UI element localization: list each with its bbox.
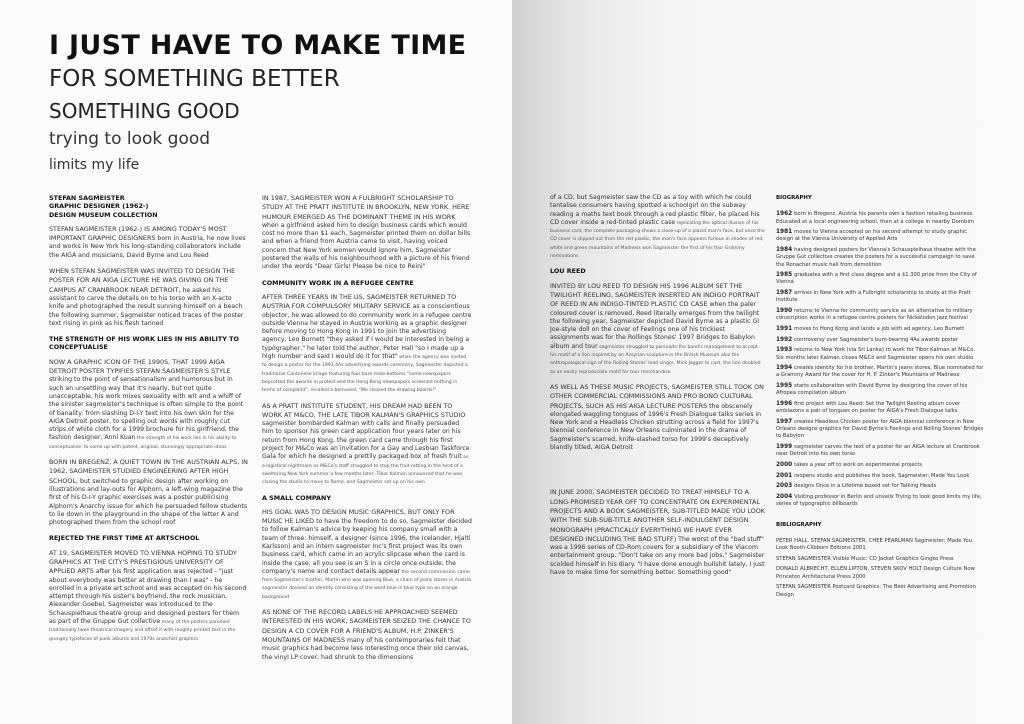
- biography-text: having designed posters for Vienna's Schauspielhaus theatre with the Gruppe Gut collective creates the posters for a successful campaign to save the Ronacher music hall from demolition: [776, 247, 976, 268]
- biography-entry: [776, 483, 984, 490]
- bibliography-list: [776, 538, 984, 599]
- bibliography-entry: STEFAN SAGMEISTER Visible Music: CD Jacket Graphics Gingko Press: [776, 555, 954, 562]
- section-heading: COMMUNITY WORK IN A REFUGEE CENTRE: [262, 278, 414, 287]
- biography-text: first project with Lou Reed: Set the Twilight Reeling album cover emblazons a pair of tongues on poster for AIGA's Fresh Dialogue talks: [776, 401, 961, 415]
- biography-text: Visiting professor in Berlin and unveils Trying to look good limits my life, series of typographic billboards: [776, 494, 982, 508]
- biography-entry: [776, 473, 984, 480]
- biography-year: 1987: [776, 290, 793, 297]
- biography-heading: BIOGRAPHY: [776, 195, 812, 201]
- biography-entry: [776, 211, 984, 225]
- biography-text: graduates with a first class degree and a $1,300 prize from the City of Vienna: [776, 272, 977, 286]
- paragraph: AFTER THREE YEARS IN THE US, SAGMEISTER RETURNED TO AUSTRIA FOR COMPULSORY MILITARY SERVICE as a conscientious objector, he was allowed to do community work in a refugee centre outside Vienna he stayed in Austria working as a graphic designer before moving to Hong Kong in 1991 to join the advertising agency, Leo Burnett "they asked if I would be interested in being a typographer," he later told the author, Peter Hall "so I made up a high number and said I would do it for that" when the agency was invited to design a poster for the 1993 4As advertising awards ceremony, Sagmeister depicted a traditional Cantonese image featuring four bare male bottoms "some newspapers boycotted the awards in protest and the Hong Kong newspapers screened nothing in terms of complaint", recalled a bemused, "We cleared the drawing boards!": [262, 292, 472, 394]
- biography-year: 1993: [776, 347, 793, 354]
- biography-text: creates Headless Chicken poster for AIGA biennial conference in New Orleans designs graphics for David Byrne's Feelings and Rolling Stones' Bridges to Babylon: [776, 418, 984, 440]
- biography-entry: [776, 247, 984, 269]
- paragraph: STEFAN SAGMEISTER (1962-) IS AMONG TODAY'S MOST IMPORTANT GRAPHIC DESIGNERS born in Austria, he now lives and works in New York his long-standing collaborators include the AIGA and musicians, David Byrne and Lou Reed: [49, 224, 246, 259]
- biography-entry: [776, 419, 984, 441]
- biography-year: 2000: [776, 461, 793, 468]
- text-column-1: [49, 194, 248, 650]
- biography-year: 1991: [776, 325, 793, 332]
- biography-text: sagmeister carves the text of a poster for an AIGA lecture at Cranbrook near Detroit into his own torso: [776, 444, 980, 458]
- biography-entry: [776, 494, 984, 508]
- biography-text: moves to Hong Kong and lands a job with ad agency, Leo Burnett: [794, 325, 965, 332]
- biography-year: 1981: [776, 229, 793, 236]
- paragraph: WHEN STEFAN SAGMEISTER WAS INVITED TO DESIGN THE POSTER FOR AN AIGA LECTURE HE WAS GIVING ON THE CAMPUS AT CRANBROOK NEAR DETROIT, he asked his assistant to carve the details on to his torso with an X-acto knife and photographed the result sunning himself on a beach the following summer, Sagmeister noticed traces of the poster text rising in pink as his flesh tanned: [49, 267, 244, 327]
- biography-text: designs Once in a Lifetime boxed set for Talking Heads: [794, 483, 937, 490]
- headline-4: trying to look good: [49, 129, 211, 149]
- paragraph: IN JUNE 2000, SAGMEISTER DECIDED TO TREAT HIMSELF TO A LONG-PROMISED YEAR OFF TO CONCENTRATE ON EXPERIMENTAL PROJECTS AND A BOOK SAGMEISTER, SUB-TITLED MADE YOU LOOK WITH THE SUB-SUB-TITLE ANOTHER SELF-INDULGENT DESIGN MONOGRAPH (PRACTICALLY EVERYTHING WE HAVE EVER DESIGNED INCLUDING THE BAD STUFF) The worst of the "bad stuff" was a 1996 series of CD-Rom covers for a subsidiary of the Viacom entertainment group. "Don't take on any more bad jobs," Sagmeister scolded himself in his diary. "I have done enough bullshit lately, I just have to make time for something better. Something good": [550, 488, 765, 576]
- section-heading: REJECTED THE FIRST TIME AT ARTSCHOOL: [49, 534, 200, 543]
- section-heading: A SMALL COMPANY: [262, 493, 331, 502]
- biography-year: 1996: [776, 401, 793, 408]
- paragraph: NOW A GRAPHIC ICON OF THE 1990S, THAT 1999 AIGA DETROIT POSTER TYPIFIES STEFAN SAGMEISTER'S STYLE striking to the point of sensationalism and humorous but in such an unsettling way that it's nearly, but not quite unacceptable, his work mixes sexuality with wit and a whiff of the sinister sagmeister's technique is often simple to the point of banality: from slashing D-I-Y text into his own skin for the AIGA Detroit poster, to spelling out words with roughly cut strips of white cloth for a 1999 brochure for his girlfriend, the fashion designer, Anni Kuan the strength of his work lies in his ability to conceptualise: to come up with potent, original, stunningly appropriate ideas: [49, 357, 244, 450]
- bibliography-heading: BIBLIOGRAPHY: [776, 521, 822, 528]
- bibliography-entry: DONALD ALBRECHT, ELLEN LIPTON, STEVEN SKOV HOLT Design Culture Now Princeton Architectural Press 2000: [776, 566, 975, 580]
- biography-entry: [776, 365, 984, 379]
- biography-text: reopens studio and publishes the book, Sagmeister: Made You Look: [794, 472, 970, 479]
- biography-year: 1995: [776, 383, 793, 390]
- paragraph: IN 1987, SAGMEISTER WON A FULBRIGHT SCHOLARSHIP TO STUDY AT THE PRATT INSTITUTE IN BROOKLYN, NEW YORK. HERE HUMOUR EMERGED AS THE DOMINANT THEME IN HIS WORK when a girlfriend asked him to design business cards which would cost no more than $1 each, Sagmeister printed them on dollar bills and when a friend from Austria came to visit, having voiced concern that New York women would ignore him, Sagmeister postered the walls of his neighbourhood with a picture of his friend under the words "Dear Girls! Please be nice to Reini": [262, 194, 471, 271]
- biography-year: 1994: [776, 365, 793, 372]
- section-heading: LOU REED: [550, 267, 586, 276]
- biography-year: 1962: [776, 211, 793, 218]
- bibliography-entry: STEFAN SAGMEISTER Postcard Graphics: The Best Advertising and Promotion Design: [776, 584, 976, 598]
- biography-entry: [776, 337, 984, 344]
- biography-entry: [776, 229, 984, 243]
- headline-2: FOR SOMETHING BETTER: [49, 66, 340, 92]
- biography-column: [776, 194, 984, 602]
- biography-text: returns to Vienna for community service as an alternative to military conscription works in a refugee centre posters for Nickelodon jazz festival: [776, 308, 973, 322]
- headline-5: limits my life: [49, 157, 140, 173]
- biography-entry: [776, 290, 984, 304]
- biography-text: returns to New York (via Sri Lanka) to work for Tibor Kalman at M&Co. Six months later Kalman closes M&Co and Sagmeister opens his own studio: [776, 347, 975, 361]
- biography-year: 1985: [776, 272, 793, 279]
- biography-entry: [776, 383, 984, 397]
- paragraph: AT 19, SAGMEISTER MOVED TO VIENNA HOPING TO STUDY GRAPHICS AT THE CITY'S PRESTIGIOUS UNIVERSITY OF APPLIED ARTS after his first application was rejected - "just about everybody was better at drawing than I was" - he enrolled in a private art school and was accepted on his second attempt through his sister's boyfriend, the rock musician, Alexander Goebel, Sagmeister was introduced to the Schauspielhaus theatre group and designed posters for them as part of the Gruppe Gut collective many of the posters parodied traditionally twee theatrical imagery and offset it with roughly printed text in the grungey typefaces of punk albums and 1970s anarchist graphics: [49, 548, 247, 642]
- biography-text: arrives in New York with a Fulbright scholarship to study at the Pratt Institute: [776, 290, 971, 304]
- biography-year: 2001: [776, 472, 793, 479]
- biography-year: 1997: [776, 418, 793, 425]
- biography-list: [776, 211, 984, 508]
- paragraph: BORN IN BREGENZ, A QUIET TOWN IN THE AUSTRIAN ALPS, IN 1962, SAGMEISTER STUDIED ENGINEERING AFTER HIGH SCHOOL, but switched to graphic design after working on illustrations and lay-outs for Alphorn, a left-wing magazine the first of his D-I-Y graphic exercises was a poster publicising Alphorn's Anarchy issue for which he persuaded fellow students to lie down in the playground in the shape of the letter A and photographed them from the school roof: [49, 458, 248, 527]
- biography-entry: [776, 308, 984, 322]
- paragraph: AS NONE OF THE RECORD LABELS HE APPROACHED SEEMED INTERESTED IN HIS WORK, SAGMEISTER SEIZED THE CHANCE TO DESIGN A CD COVER FOR A FRIEND'S ALBUM, H.P. ZINKER'S MOUNTAINS OF MADNESS many of his contemporaries felt that music graphics had become less interesting once their old canvas, the vinyl LP cover, had shrunk to the dimensions: [262, 608, 471, 661]
- paragraph: INVITED BY LOU REED TO DESIGN HIS 1996 ALBUM SET THE TWILIGHT REELING, SAGMEISTER INSERTED AN INDIGO PORTRAIT OF REED IN AN INDIGO-TINTED PLASTIC CD CASE when the paler coloured cover is removed, Reed literally emerges from the twilight the following year, Sagmeister depicted David Byrne as a plastic GI Joe-style doll on the cover of Feelings one of his trickiest assignments was for the Rollings Stones' 1997 Bridges to Babylon album and tour sagmeister struggled to persuade the band's management to accept his motif of a lion inspired by an Assyrian sculpture in the British Museum also the anthropological sign of the Rolling Stones' lead singer, Mick Jagger to cast, the lion doubled as an easily reproducible motif for tour merchandise: [550, 281, 761, 375]
- biography-entry: [776, 462, 984, 469]
- paragraph: of a CD, but Sagmeister saw the CD as a toy with which he could tantalise consumers having spotted a schoolgirl on the subway reading a maths text book through a red plastic filter, he placed his CD cover inside a red-tinted plastic case replicating the optical illusion of his business card, the complete packaging shows a close-up of a placid man's face, but once the CD cover is slipped out from the red plastic, the man's face appears furious in shades of red, white and green mountains of Madness won Sagmeister the first of his four Grammy nominations: [550, 194, 765, 260]
- biography-text: starts collaboration with David Byrne by designing the cover of his Afropea compilation album: [776, 383, 968, 397]
- biography-entry: [776, 347, 984, 361]
- biography-text: moves to Vienna accepted on his second attempt to study graphic design at the Vienna University of Applied Arts: [776, 229, 968, 243]
- biography-text: creates identity for his brother, Martin's jeans stores, Blue nominated for a Grammy Award for the cover for H. P. Zinker's Mountains of Madness: [776, 365, 984, 379]
- bibliography-entry: PETER HALL, STEFAN SAGMEISTER, CHEE PEARLMAN Sagmeister: Made You Look Booth-Clibborn Editions 2001: [776, 537, 973, 551]
- paragraph: HIS GOAL WAS TO DESIGN MUSIC GRAPHICS, BUT ONLY FOR MUSIC HE LIKED to have the freedom to do so, Sagmeister decided to follow Kalman's advice by keeping his company small with a team of three: himself, a designer (since 1996, the Icelander, Hjalti Karlsson) and an intern sagmeister Inc's first project was its own business card, which came in an acrylic slipcase when the card is inside the case, all you see is an S in a circle once outside, the company's name and contact details appear the second commission came from Sagmeister's brother, Martin who was opening Blue, a chain of jeans stores in Austria sagmeister devised an identity consisting of the word blue in blue type on an orange background: [262, 507, 472, 600]
- biography-year: 1999: [776, 444, 793, 451]
- biography-year: 1984: [776, 247, 793, 254]
- headline-3: SOMETHING GOOD: [49, 99, 240, 123]
- section-heading: THE STRENGTH OF HIS WORK LIES IN HIS ABILITY TO CONCEPTUALISE: [49, 335, 239, 352]
- biography-entry: [776, 326, 984, 333]
- paragraph: AS WELL AS THESE MUSIC PROJECTS, SAGMEISTER STILL TOOK ON OTHER COMMERCIAL COMMISSIONS AND PRO BONO CULTURAL PROJECTS, SUCH AS HIS AIGA LECTURE POSTERS the obscenely elongated waggling tongues of 1996's Fresh Dialogue talks series in New York and a Headless Chicken strutting across a field for 1997's biennial conference in New Orleans culminated in the drama of Sagmeister's scarred, knife-slashed torso for 1999's deceptively blandly titled, AIGA Detroit: [550, 382, 764, 452]
- headline-1: I JUST HAVE TO MAKE TIME: [49, 30, 467, 61]
- biography-year: 2003: [776, 483, 793, 490]
- article-header: STEFAN SAGMEISTER GRAPHIC DESIGNER (1962-) DESIGN MUSEUM COLLECTION: [49, 194, 158, 219]
- right-page: [512, 0, 1024, 724]
- text-column-2: [262, 194, 472, 669]
- biography-text: takes a year off to work on experimental projects: [794, 461, 923, 468]
- biography-year: 1990: [776, 308, 793, 315]
- biography-year: 1992: [776, 336, 793, 343]
- biography-entry: [776, 401, 984, 415]
- biography-year: 2004: [776, 494, 793, 501]
- biography-text: born in Bregenz, Austria his parents own a fashion retailing business. Educated at a local engineering school, then at a college in nearby Dornbirn: [776, 211, 975, 225]
- biography-text: controversy over Sagmeister's bum-bearing 4As awards poster: [794, 336, 958, 343]
- biography-entry: [776, 444, 984, 458]
- text-column-3: [550, 194, 765, 584]
- paragraph: AS A PRATT INSTITUTE STUDENT, HIS DREAM HAD BEEN TO WORK AT M&CO, THE LATE TIBOR KALMAN'S GRAPHICS STUDIO sagmeister bombarded Kalman with calls and finally persuaded him to sponsor his green card application four years later on his return from Hong Kong, the green card came through his first project for M&Co was an invitation for a Gay and Lesbian Taskforce Gala for which he designed a prettily packaged box of fresh fruit as a logistical nightmare as M&Co's staff struggled to stop the fruit rotting in the heat of a sweltering New York summer a few months later, Tibor Kalman announced that he was closing the studio to move to Rome, and Sagmeister set up on his own: [262, 401, 470, 486]
- biography-entry: [776, 272, 984, 286]
